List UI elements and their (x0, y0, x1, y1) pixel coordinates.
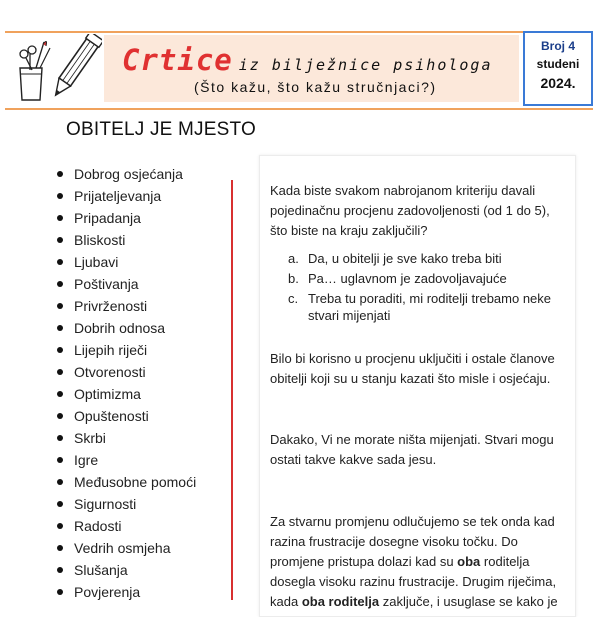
panel-paragraph-3: Dakako, Vi ne morate ništa mijenjati. Stvari mogu ostati takve kakve sada jesu. (270, 432, 554, 467)
list-item: Opuštenosti (57, 405, 196, 427)
option-letter: b. (288, 271, 299, 286)
p4-bold: oba roditelja (301, 594, 380, 609)
list-item: Poštivanja (57, 273, 196, 295)
title-sub: iz bilježnice psihologa (238, 56, 493, 74)
list-item: Međusobne pomoći (57, 471, 196, 493)
p4-part: Za stvarnu promjenu odlučujemo se tek onda kad razina frustracije dosegne visoku točku. Do promjene pristupa dolazi kad su (270, 514, 555, 569)
answer-option-b (288, 270, 558, 287)
newsletter-title (122, 43, 492, 77)
list-item: Sigurnosti (57, 493, 196, 515)
option-text: Treba tu poraditi, mi roditelji trebamo neke stvari mijenjati (308, 291, 552, 323)
option-letter: a. (288, 251, 299, 266)
p4-part: zaključe, i usuglase se kako je (379, 594, 558, 609)
list-item: Vedrih osmjeha (57, 537, 196, 559)
reflection-panel (259, 155, 576, 617)
list-item: Povjerenja (57, 581, 196, 603)
list-item: Pripadanja (57, 207, 196, 229)
list-item: Igre (57, 449, 196, 471)
newsletter-subtitle: (Što kažu, što kažu stručnjaci?) (194, 79, 437, 95)
answer-option-a (288, 250, 558, 267)
panel-paragraph-4 (270, 512, 560, 612)
list-item: Bliskosti (57, 229, 196, 251)
stationery-pencil-icon (10, 34, 102, 104)
title-box (104, 35, 519, 102)
issue-badge (523, 31, 593, 106)
issue-number: Broj 4 (540, 39, 575, 53)
family-values-list (57, 163, 196, 603)
option-text: Pa… uglavnom je zadovoljavajuće (308, 271, 507, 286)
list-item: Privrženosti (57, 295, 196, 317)
option-letter: c. (288, 291, 299, 306)
issue-year: 2024. (540, 75, 576, 91)
column-divider (231, 180, 233, 600)
list-item: Optimizma (57, 383, 196, 405)
p4-part: roditelja dosegla visoku razinu frustracije. Drugim riječima, kada (270, 554, 557, 609)
title-main: Crtice (122, 43, 233, 77)
list-item: Otvorenosti (57, 361, 196, 383)
panel-intro: Kada biste svakom nabrojanom kriteriju davali pojedinačnu procjenu zadovoljenosti (od 1 do 5), što biste na kraju zaključili? (270, 183, 550, 238)
panel-paragraph-2: Bilo bi korisno u procjenu uključiti i ostale članove obitelji koji su u stanju kazati što misle i osjećaju. (270, 351, 555, 386)
answer-option-c (288, 290, 558, 324)
list-item: Slušanja (57, 559, 196, 581)
issue-month: studeni (536, 57, 580, 71)
list-item: Prijateljevanja (57, 185, 196, 207)
list-item: Ljubavi (57, 251, 196, 273)
p4-bold: oba (457, 554, 481, 569)
section-heading: OBITELJ JE MJESTO (66, 119, 256, 140)
answer-options (288, 250, 558, 327)
list-item: Dobrog osjećanja (57, 163, 196, 185)
list-item: Lijepih riječi (57, 339, 196, 361)
list-item: Dobrih odnosa (57, 317, 196, 339)
list-item: Radosti (57, 515, 196, 537)
list-item: Skrbi (57, 427, 196, 449)
option-text: Da, u obitelji je sve kako treba biti (308, 251, 502, 266)
